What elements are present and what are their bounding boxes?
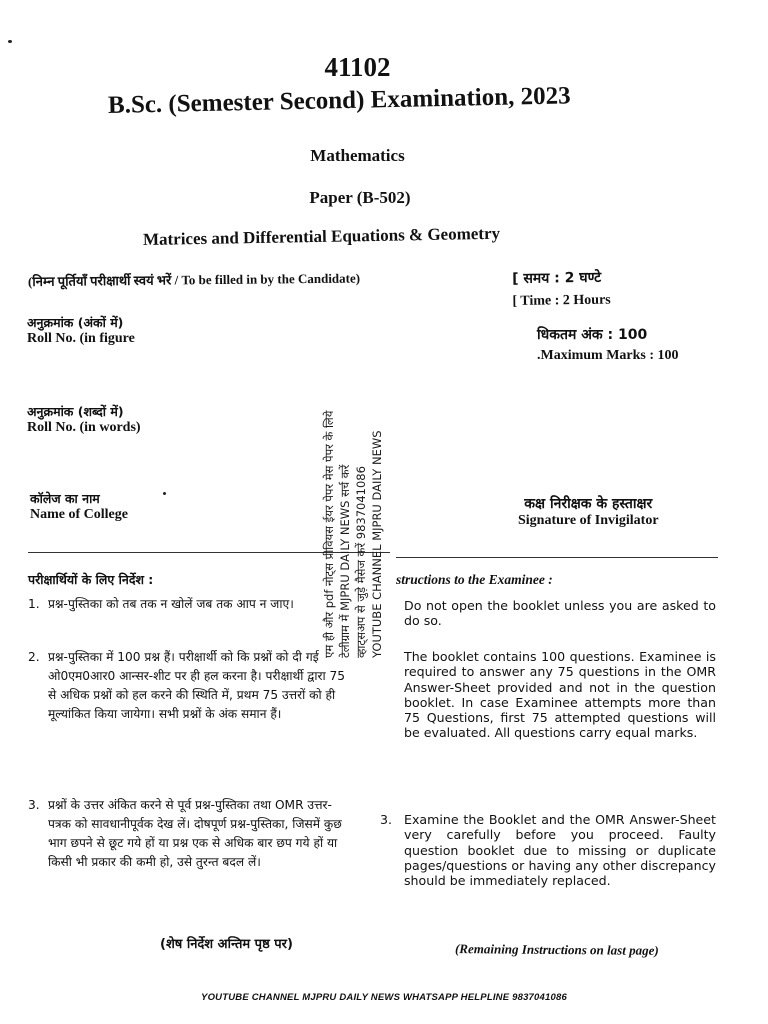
roll-words-label-en: Roll No. (in words) <box>27 420 141 435</box>
paper-code: 41102 <box>324 52 391 82</box>
roll-figure-label-hi: अनुक्रमांक (अंकों में) <box>27 315 124 330</box>
speck-mark <box>163 492 166 495</box>
invigilator-signature-field <box>518 494 659 529</box>
instruction-text: The booklet contains 100 questions. Examinee is required to answer any 75 questions in the OMR Answer-Sheet provided and not in the question booklet. In case Examinee attempts more than 75 Questions, first 75 attempted questions will be evaluated. All questions carry equal marks. <box>404 649 716 741</box>
time-box <box>512 268 611 316</box>
instruction-text: Examine the Booklet and the OMR Answer-Sheet very carefully before you proceed. Faulty question booklet due to missing or duplicate pages/questions or having any other discrepancy should be immediately replaced. <box>404 812 716 889</box>
footer-banner: YOUTUBE CHANNEL MJPRU DAILY NEWS WHATSAPP HELPLINE 9837041086 <box>201 992 567 1003</box>
college-label-hi: कॉलेज का नाम <box>30 491 100 506</box>
instruction-number: 1. <box>28 597 40 611</box>
roll-figure-label-en: Roll No. (in figure <box>27 331 135 346</box>
instruction-hi-item <box>28 648 348 724</box>
roll-number-figure-field <box>27 314 135 347</box>
instruction-text: प्रश्न-पुस्तिका में 100 प्रश्न हैं। परीक्षार्थी को कि प्रश्नों को दी गई ओ0एम0आर0 आन्सर-शीट पर ही हल करना है। परीक्षार्थी द्वारा 75 से अधिक प्रश्नों को हल करने की स्थिति में, प्रथम 75 उत्तरों को ही मूल्यांकित किया जायेगा। सभी प्रश्नों के अंक समान हैं। <box>48 650 345 721</box>
instructions-heading-en: structions to the Examinee : <box>396 572 553 587</box>
divider-right <box>396 557 718 558</box>
instruction-text: प्रश्नों के उत्तर अंकित करने से पूर्व प्रश्न-पुस्तिका तथा OMR उत्तर-पत्रक को सावधानीपूर्वक देख लें। दोषपूर्ण प्रश्न-पुस्तिका, जिसमें कुछ भाग छपने से छूट गये हों या प्रश्न एक से अधिक बार छप गये हों या किसी भी प्रकार की कमी हो, उसे तुरन्त बदल लें। <box>48 798 342 869</box>
marks-box <box>537 325 679 368</box>
time-english: [ Time : 2 Hours <box>512 292 611 309</box>
paper-number: Paper (B-502) <box>309 188 411 207</box>
instruction-en-item <box>380 812 716 888</box>
signature-label-en: Signature of Invigilator <box>518 513 659 528</box>
marks-hindi: धिकतम अंक : 100 <box>537 327 648 343</box>
watermark-line: एम ही और pdf नोट्स प्रीवियस ईयर पेपर मेस पेपर के लिये <box>322 410 336 658</box>
instruction-text: प्रश्न-पुस्तिका को तब तक न खोलें जब तक आप न जाए। <box>48 597 294 611</box>
instruction-hi-item <box>28 796 348 872</box>
instruction-en-item <box>380 598 716 629</box>
instruction-number: 3. <box>28 798 40 812</box>
instruction-number: 3. <box>380 812 393 827</box>
remaining-instructions-hi: (शेष निर्देश अन्तिम पृष्ठ पर) <box>160 937 293 952</box>
paper-title: Matrices and Differential Equations & Geometry <box>142 223 501 249</box>
subject-name: Mathematics <box>310 146 405 165</box>
instruction-en-item <box>380 649 716 741</box>
college-name-field <box>30 490 128 523</box>
speck-mark <box>8 40 12 43</box>
instructions-heading-hi: परीक्षार्थियों के लिए निर्देश : <box>28 572 154 587</box>
exam-title: B.Sc. (Semester Second) Examination, 2023 <box>107 82 571 119</box>
instruction-hi-item <box>28 595 348 614</box>
candidate-note: (निम्न पूर्तियाँ परीक्षार्थी स्वयं भरें / To be filled in by the Candidate) <box>27 270 361 289</box>
instruction-number: 2. <box>28 650 40 664</box>
watermark-line: YOUTUBE CHANNEL MJPRU DAILY NEWS <box>370 430 384 658</box>
remaining-instructions-en: (Remaining Instructions on last page) <box>454 941 659 958</box>
instruction-text: Do not open the booklet unless you are asked to do so. <box>404 598 716 629</box>
roll-number-words-field <box>27 403 141 436</box>
signature-label-hi: कक्ष निरीक्षक के हस्ताक्षर <box>524 496 653 512</box>
marks-english: .Maximum Marks : 100 <box>537 348 679 363</box>
college-label-en: Name of College <box>30 507 128 522</box>
watermark-line: व्हाट्सअप से जुड़े मैसेज करें 9837041086 <box>354 466 368 658</box>
watermark-line: टेलीग्राम में MJPRU DAILY NEWS सर्च करें <box>338 464 352 658</box>
roll-words-label-hi: अनुक्रमांक (शब्दों में) <box>27 404 124 419</box>
time-hindi: [ समय : 2 घण्टे <box>512 269 602 287</box>
